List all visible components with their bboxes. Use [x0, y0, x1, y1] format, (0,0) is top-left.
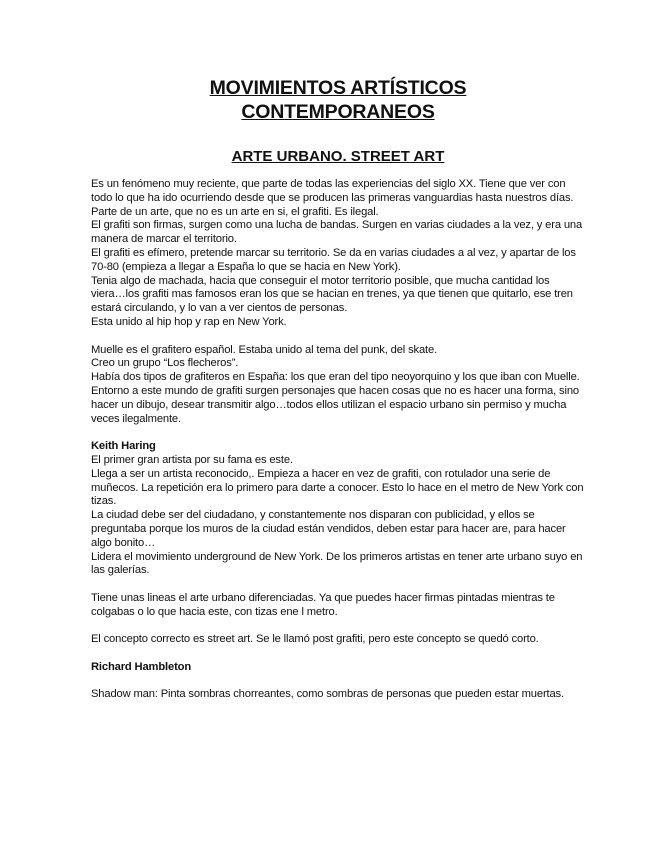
title-line-1: MOVIMIENTOS ARTÍSTICOS: [209, 77, 467, 99]
paragraph: Creo un grupo “Los flecheros”.: [91, 357, 239, 370]
paragraph: Es un fenómeno muy reciente, que parte de todas las experiencias del siglo XX. Tiene que ver con todo lo que ha ido ocurriendo desde que se producen las primeras vanguardias hasta nuestros días.: [91, 178, 574, 204]
paragraph-spacer: [91, 330, 585, 344]
paragraph: El grafiti son firmas, surgen como una lucha de bandas. Surgen en varias ciudades a la vez, y era una manera de marcar el territorio.: [91, 219, 583, 246]
paragraph: Tenia algo de machada, hacia que conseguir el motor territorio posible, que mucha cantidad los viera…los grafiti mas famosos eran los que se hacian en trenes, ya que tienen que quitarlo, ese tren estará circulando, y lo van a ver cientos de personas.: [91, 274, 573, 315]
paragraph: Shadow man: Pinta sombras chorreantes, como sombras de personas que pueden estar muertas.: [91, 688, 564, 701]
paragraph: Lidera el movimiento underground de New York. De los primeros artistas en tener arte urbano suyo en las galerías.: [91, 550, 583, 577]
paragraph: El grafiti es efímero, pretende marcar su territorio. Se da en varias ciudades a al vez, y apartar de los 70-80 (empieza a llegar a España lo que se hacia en New York).: [91, 246, 576, 273]
paragraph-spacer: [91, 647, 585, 661]
paragraph: La ciudad debe ser del ciudadano, y constantemente nos disparan con publicidad, y ellos se preguntaba porque los muros de la ciudad están vendidos, deben estar para hacer are, para hacer algo bonito…: [91, 509, 566, 549]
document-body: [91, 178, 585, 702]
paragraph: Llega a ser un artista reconocido,. Empieza a hacer en vez de grafiti, con rotulador una serie de muñecos. La repetición era lo primero para darte a conocer. Esto lo hace en el metro de New York con tizas.: [91, 467, 584, 508]
paragraph-spacer: [91, 578, 585, 592]
section-heading-richard-hambleton: Richard Hambleton: [91, 660, 192, 673]
paragraph: Esta unido al hip hop y rap en New York.: [91, 315, 287, 328]
paragraph-spacer: [91, 620, 585, 634]
paragraph: El concepto correcto es street art. Se le llamó post grafiti, pero este concepto se quedó corto.: [91, 633, 539, 646]
paragraph: Muelle es el grafitero español. Estaba unido al tema del punk, del skate.: [91, 343, 438, 356]
section-subtitle: ARTE URBANO. STREET ART: [231, 148, 445, 165]
paragraph-spacer: [91, 426, 585, 440]
paragraph: Había dos tipos de grafiteros en España: los que eran del tipo neoyorquino y los que iban con Muelle. Entorno a este mundo de grafiti surgen personajes que hacen cosas que no es hacer una forma, sino hacer un dibujo, desear transmitir algo…todos ellos utilizan el espacio urbano sin permiso y mucha veces ilegalmente.: [91, 371, 580, 425]
document-title: [91, 76, 585, 124]
paragraph: Parte de un arte, que no es un arte en si, el grafiti. Es ilegal.: [91, 205, 379, 218]
paragraph: Tiene unas lineas el arte urbano diferenciadas. Ya que puedes hacer firmas pintadas mientras te colgabas o lo que hacia este, con tizas ene l metro.: [91, 591, 555, 618]
paragraph-spacer: [91, 675, 585, 689]
paragraph: El primer gran artista por su fama es este.: [91, 453, 293, 466]
section-heading-keith-haring: Keith Haring: [91, 440, 156, 453]
title-line-2: CONTEMPORANEOS: [241, 101, 435, 123]
